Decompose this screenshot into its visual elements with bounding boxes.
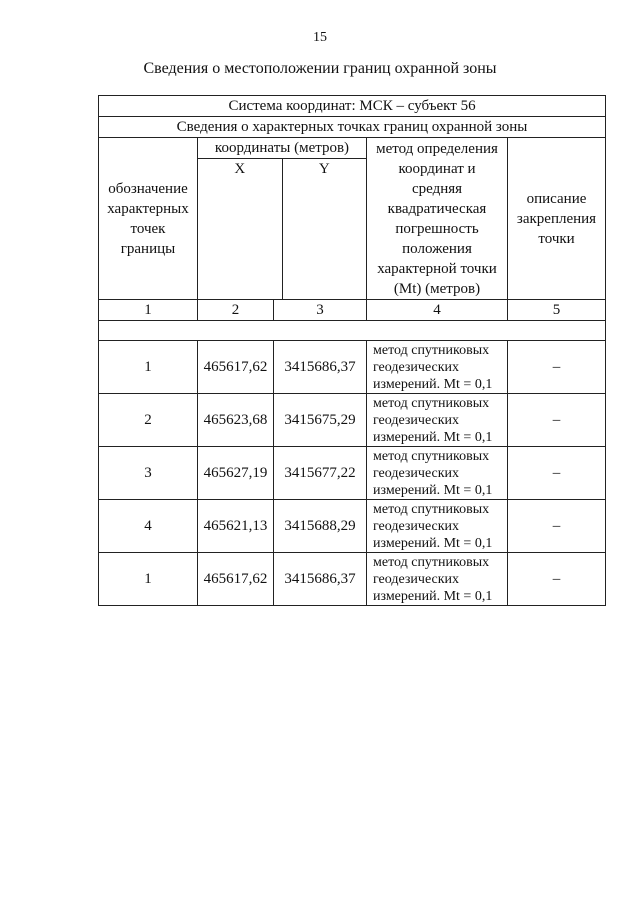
header-x: X [234,160,246,177]
table-row [99,447,606,500]
method-cell [367,394,508,447]
page-number: 15 [313,30,327,45]
coord-y: 3415675,29 [274,394,367,447]
data-rows [99,341,606,606]
point-number: 2 [99,394,198,447]
header-y: Y [282,159,367,299]
point-description: – [508,500,606,553]
point-description: – [508,341,606,394]
method-line: измерений. Mt = 0,1 [373,535,493,551]
method-cell [367,447,508,500]
method-cell [367,341,508,394]
method-line: геодезических [373,571,460,587]
coord-x: 465617,62 [198,553,274,606]
header-coordinates-label: координаты (метров) [198,139,366,159]
method-line: геодезических [373,412,460,428]
point-description: – [508,447,606,500]
coord-x: 465627,19 [198,447,274,500]
header-method: метод определения координат и средняя квадратическая погрешность положения характерной точки (Mt) (метров) [367,138,508,300]
header-description: описание закрепления точки [508,138,606,300]
header-point-designation: обозначение характерных точек границы [99,138,198,300]
method-line: геодезических [373,518,460,534]
point-number: 4 [99,500,198,553]
table-row [99,553,606,606]
table-row [99,394,606,447]
header-coordinates [198,138,367,300]
column-number: 1 [99,300,198,321]
coord-x: 465621,13 [198,500,274,553]
method-line: метод спутниковых [373,554,490,570]
section-title-row [99,117,606,138]
method-line: геодезических [373,465,460,481]
coordinate-system-row [99,96,606,117]
table-row [99,341,606,394]
document-title: Сведения о местоположении границ охранной зоны [143,60,497,77]
method-line: метод спутниковых [373,395,490,411]
method-line: метод спутниковых [373,501,490,517]
empty-row [99,321,606,341]
point-number: 3 [99,447,198,500]
method-line: измерений. Mt = 0,1 [373,376,493,392]
coord-y: 3415686,37 [274,341,367,394]
column-number: 5 [508,300,606,321]
method-line: измерений. Mt = 0,1 [373,588,493,604]
column-number: 2 [198,300,274,321]
coord-y: 3415688,29 [274,500,367,553]
method-line: метод спутниковых [373,448,490,464]
coord-y: 3415677,22 [274,447,367,500]
method-line: геодезических [373,359,460,375]
header-row [99,138,606,300]
column-number: 4 [367,300,508,321]
coordinate-system: Система координат: МСК – субъект 56 [99,96,606,117]
method-line: измерений. Mt = 0,1 [373,429,493,445]
method-line: измерений. Mt = 0,1 [373,482,493,498]
column-numbers-row [99,300,606,321]
section-title: Сведения о характерных точках границ охранной зоны [99,117,606,138]
empty-cell [99,321,606,341]
point-number: 1 [99,553,198,606]
point-description: – [508,394,606,447]
table-row [99,500,606,553]
point-number: 1 [99,341,198,394]
coordinates-table [98,95,606,606]
method-cell [367,500,508,553]
method-cell [367,553,508,606]
column-number: 3 [274,300,367,321]
coord-x: 465623,68 [198,394,274,447]
point-description: – [508,553,606,606]
coord-x: 465617,62 [198,341,274,394]
method-line: метод спутниковых [373,342,490,358]
coord-y: 3415686,37 [274,553,367,606]
